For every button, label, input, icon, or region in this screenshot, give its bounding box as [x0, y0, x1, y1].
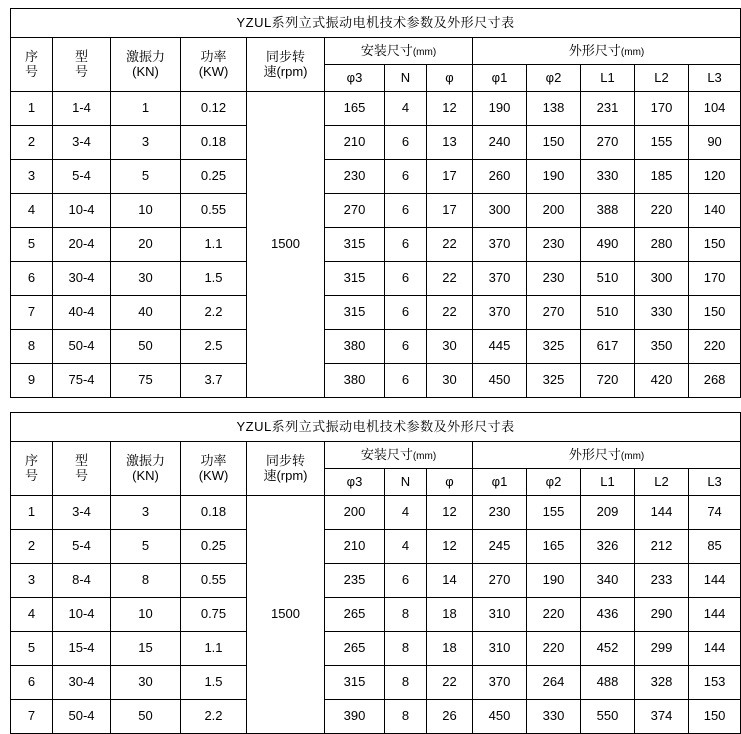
- table-row: [11, 228, 741, 262]
- cell-l1: 270: [581, 126, 635, 160]
- header-phi2: φ2: [527, 65, 581, 92]
- cell-phi: 12: [427, 530, 473, 564]
- header-outline-size: 外形尺寸(mm): [473, 442, 741, 469]
- cell-model: 3-4: [53, 126, 111, 160]
- cell-phi1: 310: [473, 632, 527, 666]
- cell-model: 10-4: [53, 598, 111, 632]
- cell-phi1: 260: [473, 160, 527, 194]
- cell-phi3: 380: [325, 364, 385, 398]
- cell-l2: 300: [635, 262, 689, 296]
- header-no: 序 号: [11, 38, 53, 92]
- cell-phi: 18: [427, 632, 473, 666]
- table-row: [11, 92, 741, 126]
- table-title-row: [11, 9, 741, 38]
- cell-n: 8: [385, 632, 427, 666]
- cell-power: 0.18: [181, 496, 247, 530]
- cell-power: 3.7: [181, 364, 247, 398]
- header-l1: L1: [581, 65, 635, 92]
- cell-phi2: 155: [527, 496, 581, 530]
- cell-force: 30: [111, 262, 181, 296]
- cell-no: 7: [11, 296, 53, 330]
- cell-phi2: 325: [527, 330, 581, 364]
- cell-phi1: 230: [473, 496, 527, 530]
- cell-force: 10: [111, 598, 181, 632]
- table-row: [11, 364, 741, 398]
- cell-phi2: 190: [527, 160, 581, 194]
- cell-force: 50: [111, 330, 181, 364]
- table-gap: [10, 398, 690, 412]
- cell-phi: 26: [427, 700, 473, 734]
- cell-phi: 17: [427, 194, 473, 228]
- table-title-row: [11, 413, 741, 442]
- header-power: 功率 (KW): [181, 442, 247, 496]
- cell-l1: 490: [581, 228, 635, 262]
- cell-phi3: 200: [325, 496, 385, 530]
- header-exciting-force: 激振力 (KN): [111, 38, 181, 92]
- table-row: [11, 700, 741, 734]
- cell-phi3: 270: [325, 194, 385, 228]
- cell-force: 50: [111, 700, 181, 734]
- table-row: [11, 160, 741, 194]
- cell-phi2: 330: [527, 700, 581, 734]
- cell-force: 5: [111, 530, 181, 564]
- table-row: [11, 666, 741, 700]
- cell-phi3: 315: [325, 262, 385, 296]
- cell-phi1: 370: [473, 262, 527, 296]
- cell-phi1: 445: [473, 330, 527, 364]
- cell-phi: 22: [427, 228, 473, 262]
- cell-phi3: 380: [325, 330, 385, 364]
- cell-l3: 150: [689, 228, 741, 262]
- cell-phi1: 240: [473, 126, 527, 160]
- header-phi2: φ2: [527, 469, 581, 496]
- header-n: N: [385, 65, 427, 92]
- cell-no: 4: [11, 598, 53, 632]
- cell-model: 30-4: [53, 666, 111, 700]
- header-model: 型 号: [53, 442, 111, 496]
- cell-l3: 150: [689, 296, 741, 330]
- cell-l2: 220: [635, 194, 689, 228]
- cell-n: 6: [385, 228, 427, 262]
- cell-l1: 231: [581, 92, 635, 126]
- cell-l1: 209: [581, 496, 635, 530]
- table-row: [11, 194, 741, 228]
- cell-l2: 233: [635, 564, 689, 598]
- cell-n: 6: [385, 194, 427, 228]
- cell-no: 4: [11, 194, 53, 228]
- cell-phi2: 150: [527, 126, 581, 160]
- cell-phi2: 190: [527, 564, 581, 598]
- cell-power: 1.1: [181, 632, 247, 666]
- cell-phi3: 315: [325, 666, 385, 700]
- cell-l2: 299: [635, 632, 689, 666]
- cell-n: 8: [385, 700, 427, 734]
- cell-l3: 90: [689, 126, 741, 160]
- cell-no: 3: [11, 160, 53, 194]
- cell-l1: 720: [581, 364, 635, 398]
- cell-force: 15: [111, 632, 181, 666]
- cell-l3: 85: [689, 530, 741, 564]
- header-phi3: φ3: [325, 469, 385, 496]
- cell-l3: 74: [689, 496, 741, 530]
- header-sync-speed: 同步转 速(rpm): [247, 442, 325, 496]
- cell-no: 3: [11, 564, 53, 598]
- cell-phi2: 220: [527, 632, 581, 666]
- cell-phi1: 245: [473, 530, 527, 564]
- cell-phi: 22: [427, 296, 473, 330]
- cell-no: 6: [11, 262, 53, 296]
- cell-l2: 350: [635, 330, 689, 364]
- header-phi: φ: [427, 469, 473, 496]
- header-install-size: 安装尺寸(mm): [325, 38, 473, 65]
- cell-phi1: 300: [473, 194, 527, 228]
- cell-power: 1.1: [181, 228, 247, 262]
- header-l2: L2: [635, 65, 689, 92]
- header-phi1: φ1: [473, 65, 527, 92]
- cell-model: 40-4: [53, 296, 111, 330]
- cell-force: 10: [111, 194, 181, 228]
- cell-l2: 290: [635, 598, 689, 632]
- cell-l2: 420: [635, 364, 689, 398]
- cell-l1: 436: [581, 598, 635, 632]
- cell-power: 0.12: [181, 92, 247, 126]
- cell-model: 20-4: [53, 228, 111, 262]
- cell-phi2: 270: [527, 296, 581, 330]
- cell-phi1: 190: [473, 92, 527, 126]
- header-no: 序 号: [11, 442, 53, 496]
- table-row: [11, 598, 741, 632]
- cell-phi: 30: [427, 364, 473, 398]
- header-outline-size: 外形尺寸(mm): [473, 38, 741, 65]
- table-row: [11, 564, 741, 598]
- cell-phi1: 370: [473, 228, 527, 262]
- cell-power: 0.25: [181, 530, 247, 564]
- cell-phi: 30: [427, 330, 473, 364]
- header-l3: L3: [689, 65, 741, 92]
- cell-phi2: 230: [527, 228, 581, 262]
- cell-phi3: 210: [325, 530, 385, 564]
- cell-l2: 170: [635, 92, 689, 126]
- cell-power: 0.18: [181, 126, 247, 160]
- cell-l2: 144: [635, 496, 689, 530]
- table-title: YZUL系列立式振动电机技术参数及外形尺寸表: [11, 9, 741, 38]
- cell-power: 1.5: [181, 262, 247, 296]
- cell-power: 0.75: [181, 598, 247, 632]
- cell-n: 6: [385, 364, 427, 398]
- cell-l3: 104: [689, 92, 741, 126]
- header-l2: L2: [635, 469, 689, 496]
- cell-phi: 13: [427, 126, 473, 160]
- cell-phi1: 370: [473, 666, 527, 700]
- cell-phi3: 210: [325, 126, 385, 160]
- cell-l3: 120: [689, 160, 741, 194]
- cell-phi2: 200: [527, 194, 581, 228]
- cell-l1: 330: [581, 160, 635, 194]
- cell-phi3: 265: [325, 632, 385, 666]
- cell-model: 5-4: [53, 160, 111, 194]
- cell-l1: 388: [581, 194, 635, 228]
- header-sync-speed: 同步转 速(rpm): [247, 38, 325, 92]
- cell-l3: 144: [689, 564, 741, 598]
- header-install-size: 安装尺寸(mm): [325, 442, 473, 469]
- cell-n: 4: [385, 496, 427, 530]
- cell-phi: 14: [427, 564, 473, 598]
- cell-phi2: 230: [527, 262, 581, 296]
- cell-no: 1: [11, 496, 53, 530]
- cell-force: 1: [111, 92, 181, 126]
- cell-l3: 268: [689, 364, 741, 398]
- cell-power: 2.2: [181, 296, 247, 330]
- cell-phi2: 138: [527, 92, 581, 126]
- cell-phi: 12: [427, 92, 473, 126]
- cell-no: 1: [11, 92, 53, 126]
- cell-n: 8: [385, 666, 427, 700]
- cell-phi: 17: [427, 160, 473, 194]
- cell-phi3: 390: [325, 700, 385, 734]
- cell-no: 2: [11, 530, 53, 564]
- cell-force: 40: [111, 296, 181, 330]
- cell-power: 2.5: [181, 330, 247, 364]
- cell-force: 3: [111, 126, 181, 160]
- header-row-1: [11, 38, 741, 65]
- cell-model: 8-4: [53, 564, 111, 598]
- cell-l3: 144: [689, 632, 741, 666]
- cell-phi: 22: [427, 666, 473, 700]
- cell-l2: 328: [635, 666, 689, 700]
- cell-n: 6: [385, 296, 427, 330]
- cell-phi2: 264: [527, 666, 581, 700]
- cell-model: 30-4: [53, 262, 111, 296]
- header-row-1: [11, 442, 741, 469]
- cell-l1: 488: [581, 666, 635, 700]
- cell-phi1: 370: [473, 296, 527, 330]
- spec-table-1: [10, 8, 741, 398]
- cell-l2: 374: [635, 700, 689, 734]
- cell-power: 0.25: [181, 160, 247, 194]
- cell-phi: 18: [427, 598, 473, 632]
- table-row: [11, 126, 741, 160]
- cell-phi3: 235: [325, 564, 385, 598]
- cell-model: 5-4: [53, 530, 111, 564]
- cell-force: 8: [111, 564, 181, 598]
- cell-l2: 155: [635, 126, 689, 160]
- cell-no: 2: [11, 126, 53, 160]
- cell-no: 7: [11, 700, 53, 734]
- cell-l3: 170: [689, 262, 741, 296]
- cell-model: 50-4: [53, 700, 111, 734]
- cell-no: 8: [11, 330, 53, 364]
- spec-table-2: [10, 412, 741, 734]
- cell-n: 6: [385, 564, 427, 598]
- cell-phi1: 450: [473, 364, 527, 398]
- cell-phi2: 220: [527, 598, 581, 632]
- cell-l1: 510: [581, 296, 635, 330]
- cell-power: 0.55: [181, 194, 247, 228]
- header-l3: L3: [689, 469, 741, 496]
- cell-l3: 150: [689, 700, 741, 734]
- header-model: 型 号: [53, 38, 111, 92]
- cell-l1: 510: [581, 262, 635, 296]
- table-title: YZUL系列立式振动电机技术参数及外形尺寸表: [11, 413, 741, 442]
- cell-phi3: 315: [325, 228, 385, 262]
- cell-n: 4: [385, 530, 427, 564]
- cell-force: 30: [111, 666, 181, 700]
- cell-power: 1.5: [181, 666, 247, 700]
- cell-phi2: 165: [527, 530, 581, 564]
- cell-model: 3-4: [53, 496, 111, 530]
- cell-l1: 452: [581, 632, 635, 666]
- cell-phi: 22: [427, 262, 473, 296]
- header-phi3: φ3: [325, 65, 385, 92]
- cell-no: 9: [11, 364, 53, 398]
- cell-n: 6: [385, 262, 427, 296]
- cell-n: 6: [385, 126, 427, 160]
- table-row: [11, 632, 741, 666]
- cell-force: 5: [111, 160, 181, 194]
- cell-phi3: 265: [325, 598, 385, 632]
- cell-phi1: 310: [473, 598, 527, 632]
- header-power: 功率 (KW): [181, 38, 247, 92]
- table-row: [11, 330, 741, 364]
- cell-l1: 326: [581, 530, 635, 564]
- cell-phi1: 450: [473, 700, 527, 734]
- cell-no: 6: [11, 666, 53, 700]
- cell-l3: 153: [689, 666, 741, 700]
- header-phi1: φ1: [473, 469, 527, 496]
- cell-no: 5: [11, 632, 53, 666]
- cell-phi: 12: [427, 496, 473, 530]
- header-exciting-force: 激振力 (KN): [111, 442, 181, 496]
- cell-phi3: 230: [325, 160, 385, 194]
- cell-sync-speed: 1500: [247, 92, 325, 398]
- cell-l2: 280: [635, 228, 689, 262]
- cell-power: 0.55: [181, 564, 247, 598]
- cell-n: 4: [385, 92, 427, 126]
- cell-no: 5: [11, 228, 53, 262]
- cell-l1: 550: [581, 700, 635, 734]
- cell-model: 50-4: [53, 330, 111, 364]
- cell-force: 75: [111, 364, 181, 398]
- cell-l1: 617: [581, 330, 635, 364]
- cell-l1: 340: [581, 564, 635, 598]
- cell-force: 20: [111, 228, 181, 262]
- cell-phi1: 270: [473, 564, 527, 598]
- cell-model: 10-4: [53, 194, 111, 228]
- cell-sync-speed: 1500: [247, 496, 325, 734]
- cell-n: 6: [385, 330, 427, 364]
- table-row: [11, 496, 741, 530]
- cell-model: 1-4: [53, 92, 111, 126]
- table-row: [11, 262, 741, 296]
- cell-model: 15-4: [53, 632, 111, 666]
- cell-l2: 185: [635, 160, 689, 194]
- cell-n: 8: [385, 598, 427, 632]
- cell-l2: 212: [635, 530, 689, 564]
- cell-phi2: 325: [527, 364, 581, 398]
- cell-phi3: 315: [325, 296, 385, 330]
- table-row: [11, 296, 741, 330]
- cell-n: 6: [385, 160, 427, 194]
- cell-model: 75-4: [53, 364, 111, 398]
- cell-l3: 140: [689, 194, 741, 228]
- cell-force: 3: [111, 496, 181, 530]
- table-row: [11, 530, 741, 564]
- cell-phi3: 165: [325, 92, 385, 126]
- header-l1: L1: [581, 469, 635, 496]
- header-n: N: [385, 469, 427, 496]
- cell-l3: 220: [689, 330, 741, 364]
- cell-l3: 144: [689, 598, 741, 632]
- header-phi: φ: [427, 65, 473, 92]
- cell-power: 2.2: [181, 700, 247, 734]
- cell-l2: 330: [635, 296, 689, 330]
